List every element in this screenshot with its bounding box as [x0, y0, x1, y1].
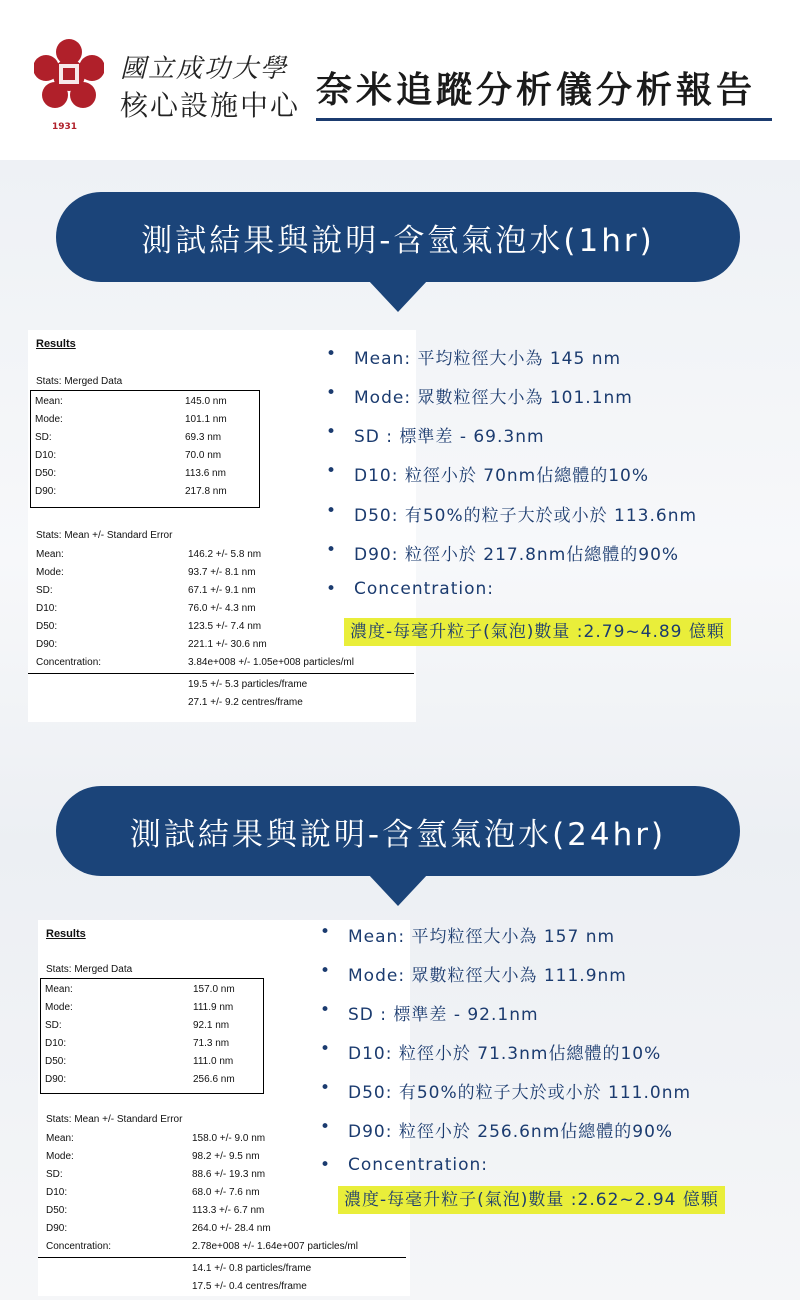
- extra-row-centres: [32, 694, 412, 711]
- stat-value: 14.1 +/- 0.8 particles/frame: [192, 1263, 312, 1274]
- merged-row-mean: [41, 981, 263, 998]
- stat-value: 146.2 +/- 5.8 nm: [188, 549, 262, 560]
- stat-key: Concentration:: [36, 657, 102, 668]
- stat-value: 217.8 nm: [185, 486, 227, 497]
- merged-row-d10: [31, 447, 259, 464]
- stat-key: Mode:: [46, 1151, 74, 1162]
- stat-value: 67.1 +/- 9.1 nm: [188, 585, 256, 596]
- stat-key: D50:: [45, 1056, 67, 1067]
- stat-key: Mean:: [35, 396, 63, 407]
- banner-pointer: [368, 280, 428, 312]
- stat-key: D10:: [35, 450, 57, 461]
- merged-row-mode: [31, 411, 259, 428]
- se-row-concentration: [32, 654, 412, 671]
- stat-key: Concentration:: [46, 1241, 112, 1252]
- extra-row-particles: [42, 1260, 408, 1277]
- report-header: [0, 0, 800, 160]
- divider: [38, 1257, 406, 1258]
- stat-value: 19.5 +/- 5.3 particles/frame: [188, 679, 308, 690]
- merged-data-title: Stats: Merged Data: [46, 964, 133, 975]
- standard-error-title: Stats: Mean +/- Standard Error: [46, 1114, 183, 1125]
- merged-row-sd: [31, 429, 259, 446]
- merged-data-title: Stats: Merged Data: [36, 376, 123, 387]
- stat-value: 221.1 +/- 30.6 nm: [188, 639, 267, 650]
- merged-row-d50: [41, 1053, 263, 1070]
- stat-value: 158.0 +/- 9.0 nm: [192, 1133, 266, 1144]
- stat-value: 69.3 nm: [185, 432, 222, 443]
- merged-data-box: [40, 978, 264, 1094]
- stat-value: 256.6 nm: [193, 1074, 235, 1085]
- standard-error-title: Stats: Mean +/- Standard Error: [36, 530, 173, 541]
- stat-value: 123.5 +/- 7.4 nm: [188, 621, 262, 632]
- title-underline: [316, 118, 772, 121]
- divider: [28, 673, 414, 674]
- stat-value: 157.0 nm: [193, 984, 235, 995]
- stat-key: SD:: [45, 1020, 62, 1031]
- stat-key: D10:: [45, 1038, 67, 1049]
- stat-value: 2.78e+008 +/- 1.64e+007 particles/ml: [192, 1241, 358, 1252]
- merged-row-d50: [31, 465, 259, 482]
- stat-key: D10:: [46, 1187, 68, 1198]
- stat-value: 70.0 nm: [185, 450, 222, 461]
- concentration-highlight-1hr: 濃度-每毫升粒子(氣泡)數量 :2.79~4.89 億顆: [344, 618, 731, 646]
- merged-data-box: [30, 390, 260, 508]
- stat-value: 17.5 +/- 0.4 centres/frame: [192, 1281, 307, 1292]
- se-row-concentration: [42, 1238, 408, 1255]
- stat-key: D90:: [35, 486, 57, 497]
- report-title: 奈米追蹤分析儀分析報告: [316, 70, 757, 111]
- merged-row-mode: [41, 999, 263, 1016]
- stat-value: 98.2 +/- 9.5 nm: [192, 1151, 260, 1162]
- stat-key: Mode:: [35, 414, 63, 425]
- stat-key: D10:: [36, 603, 58, 614]
- merged-row-d90: [31, 483, 259, 500]
- stat-key: Mean:: [46, 1133, 74, 1144]
- se-row-d90: [42, 1220, 408, 1237]
- results-heading: Results: [36, 338, 76, 350]
- stat-value: 92.1 nm: [193, 1020, 230, 1031]
- stat-value: 3.84e+008 +/- 1.05e+008 particles/ml: [188, 657, 354, 668]
- stat-value: 71.3 nm: [193, 1038, 230, 1049]
- university-logo-icon: [34, 38, 104, 110]
- merged-row-mean: [31, 393, 259, 410]
- stat-value: 76.0 +/- 4.3 nm: [188, 603, 256, 614]
- extra-row-centres: [42, 1278, 408, 1295]
- university-name: 國立成功大學: [120, 54, 289, 84]
- stat-value: 101.1 nm: [185, 414, 227, 425]
- stat-value: 111.9 nm: [193, 1002, 234, 1013]
- extra-row-particles: [32, 676, 412, 693]
- stat-value: 113.3 +/- 6.7 nm: [192, 1205, 265, 1216]
- stat-key: SD:: [36, 585, 53, 596]
- stat-value: 111.0 nm: [193, 1056, 234, 1067]
- stat-value: 68.0 +/- 7.6 nm: [192, 1187, 260, 1198]
- stat-key: Mean:: [36, 549, 64, 560]
- stat-key: SD:: [35, 432, 52, 443]
- stat-value: 27.1 +/- 9.2 centres/frame: [188, 697, 303, 708]
- stat-key: D90:: [46, 1223, 68, 1234]
- stat-key: Mode:: [45, 1002, 73, 1013]
- merged-row-sd: [41, 1017, 263, 1034]
- concentration-highlight-24hr: 濃度-每毫升粒子(氣泡)數量 :2.62~2.94 億顆: [338, 1186, 725, 1214]
- se-row-d10: [32, 600, 412, 617]
- stat-value: 113.6 nm: [185, 468, 226, 479]
- logo-year: 1931: [52, 122, 78, 132]
- merged-row-d10: [41, 1035, 263, 1052]
- stat-key: Mean:: [45, 984, 73, 995]
- stat-key: D50:: [46, 1205, 68, 1216]
- banner-pointer: [368, 874, 428, 906]
- stat-key: D90:: [45, 1074, 67, 1085]
- stat-value: 264.0 +/- 28.4 nm: [192, 1223, 271, 1234]
- stat-key: SD:: [46, 1169, 63, 1180]
- stat-value: 93.7 +/- 8.1 nm: [188, 567, 256, 578]
- stat-value: 88.6 +/- 19.3 nm: [192, 1169, 266, 1180]
- stat-key: Mode:: [36, 567, 64, 578]
- merged-row-d90: [41, 1071, 263, 1088]
- center-name: 核心設施中心: [120, 89, 301, 122]
- section-banner-24hr: 測試結果與說明-含氫氣泡水(24hr): [56, 786, 740, 876]
- stat-key: D90:: [36, 639, 58, 650]
- section-banner-1hr: 測試結果與說明-含氫氣泡水(1hr): [56, 192, 740, 282]
- stat-value: 145.0 nm: [185, 396, 227, 407]
- stat-key: D50:: [35, 468, 57, 479]
- stat-key: D50:: [36, 621, 58, 632]
- results-heading: Results: [46, 928, 86, 940]
